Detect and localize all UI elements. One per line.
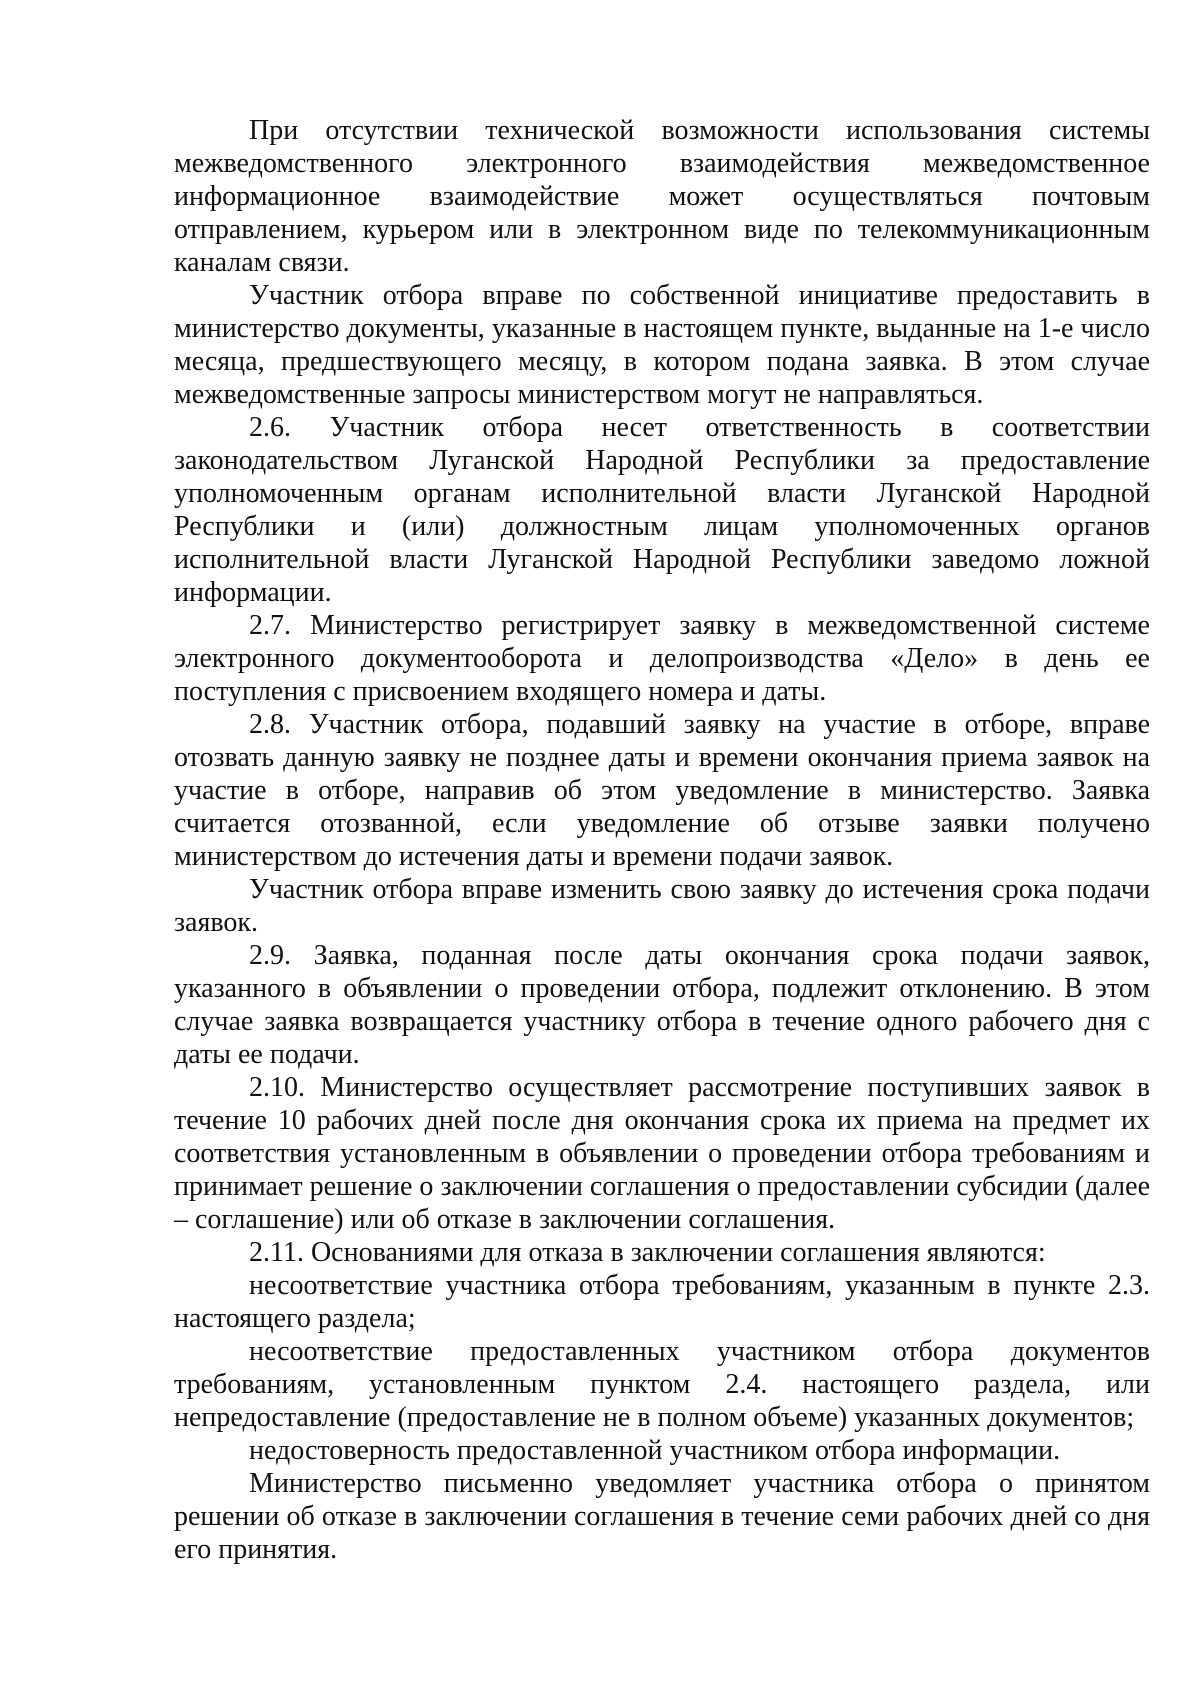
paragraph-2-6-responsibility: 2.6. Участник отбора несет ответственность в соответствии законодательством Луганской Народной Республики за предоставление уполномоченным органам исполнительной власти Луганской Народной Республики и (или) должностным лицам уполномоченных органов исполнительной власти Луганской Народной Республики заведомо ложной информации. (174, 412, 1150, 608)
paragraph-ground-requirements: несоответствие участника отбора требованиям, указанным в пункте 2.3. настоящего раздела; (174, 1270, 1150, 1334)
paragraph-2-8-withdrawal: 2.8. Участник отбора, подавший заявку на участие в отборе, вправе отозвать данную заявку не позднее даты и времени окончания приема заявок на участие в отборе, направив об этом уведомление в министерство. Заявка считается отозванной, если уведомление об отзыве заявки получено министерством до истечения даты и времени подачи заявок. (174, 709, 1150, 872)
paragraph-notification: Министерство письменно уведомляет участника отбора о принятом решении об отказе в заключении соглашения в течение семи рабочих дней со дня его принятия. (174, 1468, 1150, 1565)
document-body (174, 114, 1150, 1566)
paragraph-2-9-late-application: 2.9. Заявка, поданная после даты окончания срока подачи заявок, указанного в объявлении о проведении отбора, подлежит отклонению. В этом случае заявка возвращается участнику отбора в течение одного рабочего дня с даты ее подачи. (174, 940, 1150, 1070)
paragraph-2-10-review: 2.10. Министерство осуществляет рассмотрение поступивших заявок в течение 10 рабочих дней после дня окончания срока их приема на предмет их соответствия установленным в объявлении о проведении отбора требованиям и принимает решение о заключении соглашения о предоставлении субсидии (далее – соглашение) или об отказе в заключении соглашения. (174, 1072, 1150, 1235)
paragraph-2-7-registration: 2.7. Министерство регистрирует заявку в межведомственной системе электронного документооборота и делопроизводства «Дело» в день ее поступления с присвоением входящего номера и даты. (174, 610, 1150, 707)
paragraph-change-application: Участник отбора вправе изменить свою заявку до истечения срока подачи заявок. (174, 874, 1150, 938)
paragraph-2-11-refusal-grounds: 2.11. Основаниями для отказа в заключении соглашения являются: (249, 1237, 1046, 1268)
paragraph-ground-documents: несоответствие предоставленных участником отбора документов требованиям, установленным пунктом 2.4. настоящего раздела, или непредоставление (предоставление не в полном объеме) указанных документов; (174, 1336, 1150, 1433)
paragraph-technical-impossibility: При отсутствии технической возможности использования системы межведомственного электронного взаимодействия межведомственное информационное взаимодействие может осуществляться почтовым отправлением, курьером или в электронном виде по телекоммуникационным каналам связи. (174, 115, 1150, 278)
paragraph-ground-unreliable-info: недостоверность предоставленной участником отбора информации. (249, 1435, 1061, 1466)
paragraph-own-initiative: Участник отбора вправе по собственной инициативе предоставить в министерство документы, указанные в настоящем пункте, выданные на 1-е число месяца, предшествующего месяцу, в котором подана заявка. В этом случае межведомственные запросы министерством могут не направляться. (174, 280, 1150, 410)
